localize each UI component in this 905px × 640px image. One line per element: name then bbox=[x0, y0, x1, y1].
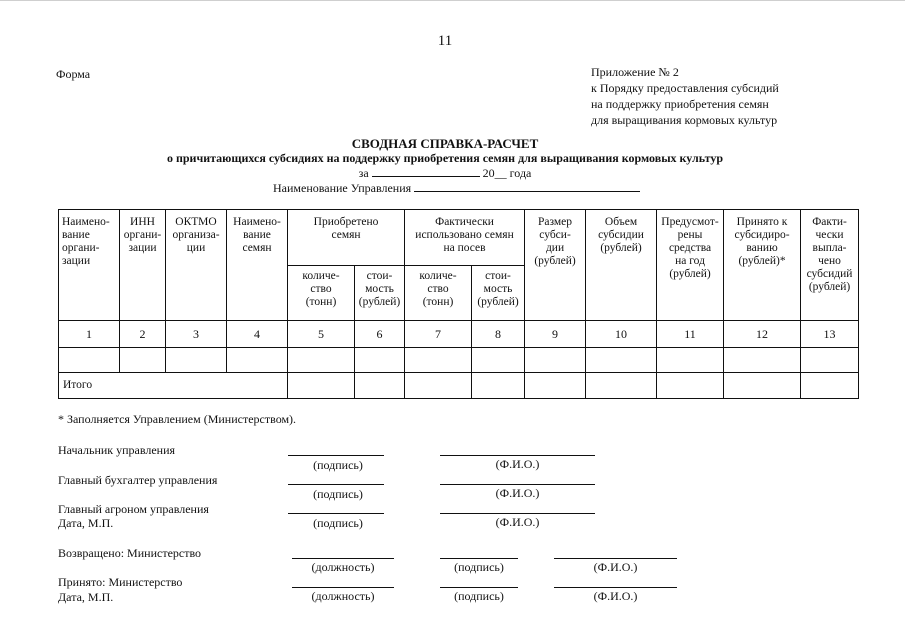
table-cell[interactable] bbox=[405, 348, 472, 373]
top-border bbox=[0, 0, 905, 1]
agronomist-label: Главный агроном управления bbox=[58, 502, 209, 516]
table-cell[interactable] bbox=[227, 348, 288, 373]
header-paid: Факти- чески выпла- чено субсидий (рублей) bbox=[801, 210, 859, 321]
department-label: Наименование Управления bbox=[273, 181, 412, 195]
column-number: 3 bbox=[166, 321, 227, 348]
table-cell[interactable] bbox=[288, 348, 355, 373]
header-subsidy-volume: Объем субсидии (рублей) bbox=[586, 210, 657, 321]
position-caption: (должность) bbox=[311, 589, 375, 603]
column-number: 13 bbox=[801, 321, 859, 348]
column-number: 12 bbox=[724, 321, 801, 348]
column-number: 11 bbox=[657, 321, 724, 348]
column-number: 5 bbox=[288, 321, 355, 348]
date-stamp-label: Дата, М.П. bbox=[58, 516, 114, 530]
table-cell[interactable] bbox=[355, 348, 405, 373]
head-label: Начальник управления bbox=[58, 443, 176, 457]
column-number: 6 bbox=[355, 321, 405, 348]
table-cell[interactable] bbox=[120, 348, 166, 373]
column-number: 9 bbox=[525, 321, 586, 348]
signature-caption: (подпись) bbox=[313, 487, 363, 501]
page-number: 11 bbox=[437, 33, 453, 49]
table-cell[interactable] bbox=[657, 348, 724, 373]
header-used-seeds: Фактически использовано семян на посев bbox=[405, 210, 525, 266]
table-row bbox=[59, 348, 859, 373]
document-title: СВОДНАЯ СПРАВКА-РАСЧЕТ bbox=[351, 136, 539, 151]
total-label: Итого bbox=[59, 373, 288, 399]
signature-line[interactable] bbox=[288, 513, 384, 514]
name-line[interactable] bbox=[440, 513, 595, 514]
header-used-qty: количе- ство (тонн) bbox=[405, 266, 472, 321]
period-prefix: за bbox=[358, 166, 369, 180]
header-planned-funds: Предусмот- рены средства на год (рублей) bbox=[657, 210, 724, 321]
table-cell[interactable] bbox=[355, 373, 405, 399]
table-cell[interactable] bbox=[166, 348, 227, 373]
header-purchased-seeds: Приобретено семян bbox=[288, 210, 405, 266]
accepted-label: Принято: Министерство bbox=[58, 575, 183, 589]
period-blank bbox=[372, 165, 480, 177]
position-line[interactable] bbox=[292, 558, 394, 559]
name-line[interactable] bbox=[440, 484, 595, 485]
header-oktmo: ОКТМО организа- ции bbox=[166, 210, 227, 321]
signature-caption: (подпись) bbox=[313, 516, 363, 530]
table-total-row bbox=[59, 373, 859, 399]
table-cell[interactable] bbox=[525, 348, 586, 373]
footnote: * Заполняется Управлением (Министерством). bbox=[58, 412, 297, 426]
signature-line[interactable] bbox=[288, 484, 384, 485]
header-accepted: Принято к субсидиро- ванию (рублей)* bbox=[724, 210, 801, 321]
table-cell[interactable] bbox=[472, 348, 525, 373]
column-number: 2 bbox=[120, 321, 166, 348]
table-cell[interactable] bbox=[59, 348, 120, 373]
signature-line[interactable] bbox=[440, 587, 518, 588]
name-caption: (Ф.И.О.) bbox=[593, 560, 638, 574]
header-inn: ИНН органи- зации bbox=[120, 210, 166, 321]
table-cell[interactable] bbox=[724, 348, 801, 373]
table-cell[interactable] bbox=[586, 348, 657, 373]
date-stamp-label: Дата, М.П. bbox=[58, 590, 114, 604]
name-line[interactable] bbox=[554, 558, 677, 559]
name-caption: (Ф.И.О.) bbox=[495, 486, 540, 500]
period-year: 20__ года bbox=[482, 166, 532, 180]
name-caption: (Ф.И.О.) bbox=[495, 515, 540, 529]
department-blank bbox=[414, 180, 640, 192]
position-line[interactable] bbox=[292, 587, 394, 588]
header-organization: Наимено- вание органи- зации bbox=[59, 210, 120, 321]
header-purchased-cost: стои- мость (рублей) bbox=[355, 266, 405, 321]
appendix-line: для выращивания кормовых культур bbox=[591, 113, 778, 127]
name-caption: (Ф.И.О.) bbox=[495, 457, 540, 471]
signature-caption: (подпись) bbox=[454, 589, 504, 603]
appendix-note bbox=[591, 64, 779, 128]
appendix-line: к Порядку предоставления субсидий bbox=[591, 81, 779, 95]
signature-line[interactable] bbox=[288, 455, 384, 456]
document-subtitle: о причитающихся субсидиях на поддержку приобретения семян для выращивания кормовых культур bbox=[166, 151, 724, 165]
appendix-line: Приложение № 2 bbox=[591, 65, 679, 79]
name-line[interactable] bbox=[440, 455, 595, 456]
signature-caption: (подпись) bbox=[454, 560, 504, 574]
column-number: 8 bbox=[472, 321, 525, 348]
position-caption: (должность) bbox=[311, 560, 375, 574]
header-purchased-qty: количе- ство (тонн) bbox=[288, 266, 355, 321]
table-cell[interactable] bbox=[288, 373, 355, 399]
table-cell[interactable] bbox=[657, 373, 724, 399]
appendix-line: на поддержку приобретения семян bbox=[591, 97, 769, 111]
table-cell[interactable] bbox=[472, 373, 525, 399]
name-caption: (Ф.И.О.) bbox=[593, 589, 638, 603]
column-number: 4 bbox=[227, 321, 288, 348]
header-seed-name: Наимено- вание семян bbox=[227, 210, 288, 321]
header-used-cost: стои- мость (рублей) bbox=[472, 266, 525, 321]
signature-line[interactable] bbox=[440, 558, 518, 559]
table-cell[interactable] bbox=[525, 373, 586, 399]
period-line bbox=[0, 165, 890, 181]
signature-caption: (подпись) bbox=[313, 458, 363, 472]
summary-table bbox=[58, 209, 859, 399]
header-subsidy-rate: Размер субси- дии (рублей) bbox=[525, 210, 586, 321]
table-cell[interactable] bbox=[801, 373, 859, 399]
column-number: 1 bbox=[59, 321, 120, 348]
table-cell[interactable] bbox=[724, 373, 801, 399]
column-number: 10 bbox=[586, 321, 657, 348]
department-line bbox=[273, 180, 640, 196]
table-cell[interactable] bbox=[801, 348, 859, 373]
returned-label: Возвращено: Министерство bbox=[58, 546, 202, 560]
name-line[interactable] bbox=[554, 587, 677, 588]
column-number: 7 bbox=[405, 321, 472, 348]
accountant-label: Главный бухгалтер управления bbox=[58, 473, 218, 487]
table-cell[interactable] bbox=[586, 373, 657, 399]
table-cell[interactable] bbox=[405, 373, 472, 399]
form-label: Форма bbox=[56, 67, 91, 81]
